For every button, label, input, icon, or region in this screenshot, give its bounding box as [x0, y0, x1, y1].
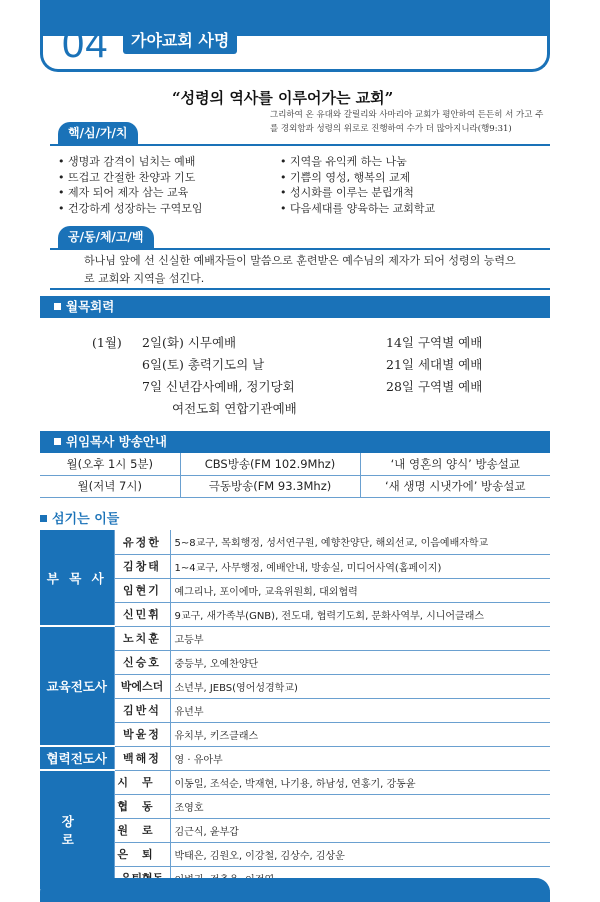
broadcast-row: [40, 453, 550, 475]
section-number: 04: [62, 22, 109, 66]
table-row: [40, 818, 550, 842]
core-value-item: • 건강하게 성장하는 구역모임: [58, 201, 203, 217]
staff-heading-text: 섬기는 이들: [52, 512, 120, 527]
staff-duty: 김근식, 윤부갑: [170, 818, 550, 842]
staff-name: 신승호: [114, 650, 170, 674]
staff-name: 김창태: [114, 554, 170, 578]
table-row: [40, 722, 550, 746]
staff-duty: 조영호: [170, 794, 550, 818]
broadcast-time: 월(저녁 7시): [40, 475, 180, 497]
broadcast-heading: [40, 431, 550, 453]
core-value-item: • 제자 되어 제자 삼는 교육: [58, 185, 203, 201]
staff-name: 임현기: [114, 578, 170, 602]
staff-duty: 고등부: [170, 626, 550, 650]
broadcast-station: 극동방송(FM 93.3Mhz): [180, 475, 360, 497]
broadcast-time: 월(오후 1시 5분): [40, 453, 180, 475]
staff-name: 노치훈: [114, 626, 170, 650]
staff-duty: 1~4교구, 사무행정, 예배안내, 방송실, 미디어사역(홈페이지): [170, 554, 550, 578]
header-band: [40, 0, 550, 36]
table-row: [40, 842, 550, 866]
table-row: [40, 554, 550, 578]
staff-name: 백해정: [114, 746, 170, 770]
staff-group: 부 목 사: [40, 530, 114, 626]
core-values-right: [280, 154, 435, 216]
staff-group: 교육전도사: [40, 626, 114, 746]
staff-table: [40, 530, 550, 891]
staff-duty: 이동일, 조석순, 박재현, 나기용, 하남성, 연홍기, 강동윤: [170, 770, 550, 794]
broadcast-heading-text: 위임목사 방송안내: [66, 434, 167, 449]
core-value-item: • 생명과 감격이 넘치는 예배: [58, 154, 203, 170]
monthly-event: 7일 신년감사예배, 정기당회: [142, 379, 295, 394]
monthly-heading-text: 월목회력: [66, 299, 115, 314]
staff-duty: 영 · 유아부: [170, 746, 550, 770]
section-title: 가야교회 사명: [123, 28, 237, 54]
core-value-item: • 지역을 유익케 하는 나눔: [280, 154, 435, 170]
staff-duty: 중등부, 오예찬양단: [170, 650, 550, 674]
table-row: [40, 746, 550, 770]
table-row: [40, 626, 550, 650]
core-values-label: 핵/심/가/치: [58, 122, 138, 144]
header-frame: [40, 36, 550, 72]
staff-group: 장 로: [40, 770, 114, 890]
broadcast-station: CBS방송(FM 102.9Mhz): [180, 453, 360, 475]
table-row: [40, 698, 550, 722]
staff-name: 협동: [114, 794, 170, 818]
mission-verse: 그리하여 온 유대와 갈릴리와 사마리아 교회가 평안하여 든든히 서 가고 주를 경외함과 성령의 위로로 진행하여 수가 더 많아지니라(행9:31): [270, 110, 544, 134]
table-row: [40, 770, 550, 794]
table-row: [40, 650, 550, 674]
table-row: [40, 602, 550, 626]
month-label: (1월): [92, 335, 122, 350]
staff-name: 원로: [114, 818, 170, 842]
monthly-event: 여전도회 연합기관예배: [172, 401, 297, 416]
staff-name: 은퇴: [114, 842, 170, 866]
monthly-event: 14일 구역별 예배: [386, 335, 483, 350]
staff-duty: 박태은, 김원오, 이강철, 김상수, 김상운: [170, 842, 550, 866]
staff-name: 신민휘: [114, 602, 170, 626]
monthly-heading: [40, 296, 550, 318]
monthly-event: 2일(화) 시무예배: [142, 335, 237, 350]
staff-duty: 유치부, 키즈클래스: [170, 722, 550, 746]
community-label: 공/동/체/고/백: [58, 226, 154, 248]
staff-duty: 유년부: [170, 698, 550, 722]
broadcast-program: ‘새 생명 시냇가에’ 방송설교: [360, 475, 550, 497]
table-row: [40, 794, 550, 818]
footer-band: [40, 878, 550, 902]
core-value-item: • 뜨겁고 간절한 찬양과 기도: [58, 170, 203, 186]
core-value-item: • 성시화를 이루는 분립개척: [280, 185, 435, 201]
staff-duty: 예그리나, 포이에마, 교육위원회, 대외협력: [170, 578, 550, 602]
staff-duty: 5~8교구, 목회행정, 성서연구원, 예향찬양단, 해외선교, 이음예배자학교: [170, 530, 550, 554]
mission-slogan: “성령의 역사를 이루어가는 교회”: [172, 89, 394, 107]
staff-name: 시무: [114, 770, 170, 794]
monthly-event: 21일 세대별 예배: [386, 357, 483, 372]
table-row: [40, 674, 550, 698]
broadcast-program: ‘내 영혼의 양식’ 방송설교: [360, 453, 550, 475]
staff-name: 박에스더: [114, 674, 170, 698]
core-value-item: • 다음세대를 양육하는 교회학교: [280, 201, 435, 217]
staff-name: 유정한: [114, 530, 170, 554]
broadcast-table: [40, 453, 550, 498]
staff-name: 김반석: [114, 698, 170, 722]
monthly-event: 28일 구역별 예배: [386, 379, 483, 394]
staff-heading: [40, 508, 119, 527]
staff-group: 협력전도사: [40, 746, 114, 770]
monthly-event: 6일(토) 총력기도의 날: [142, 357, 265, 372]
table-row: [40, 530, 550, 554]
community-confession: 하나님 앞에 선 신실한 예배자들이 말씀으로 훈련받은 예수님의 제자가 되어 성령의 능력으로 교회와 지역을 섬긴다.: [84, 254, 516, 285]
staff-name: 박윤정: [114, 722, 170, 746]
core-value-item: • 기쁨의 영성, 행복의 교제: [280, 170, 435, 186]
broadcast-row: [40, 475, 550, 497]
core-values-left: [58, 154, 203, 216]
table-row: [40, 578, 550, 602]
staff-duty: 소년부, JEBS(영어성경학교): [170, 674, 550, 698]
staff-duty: 9교구, 새가족부(GNB), 전도대, 협력기도회, 문화사역부, 시니어클래스: [170, 602, 550, 626]
